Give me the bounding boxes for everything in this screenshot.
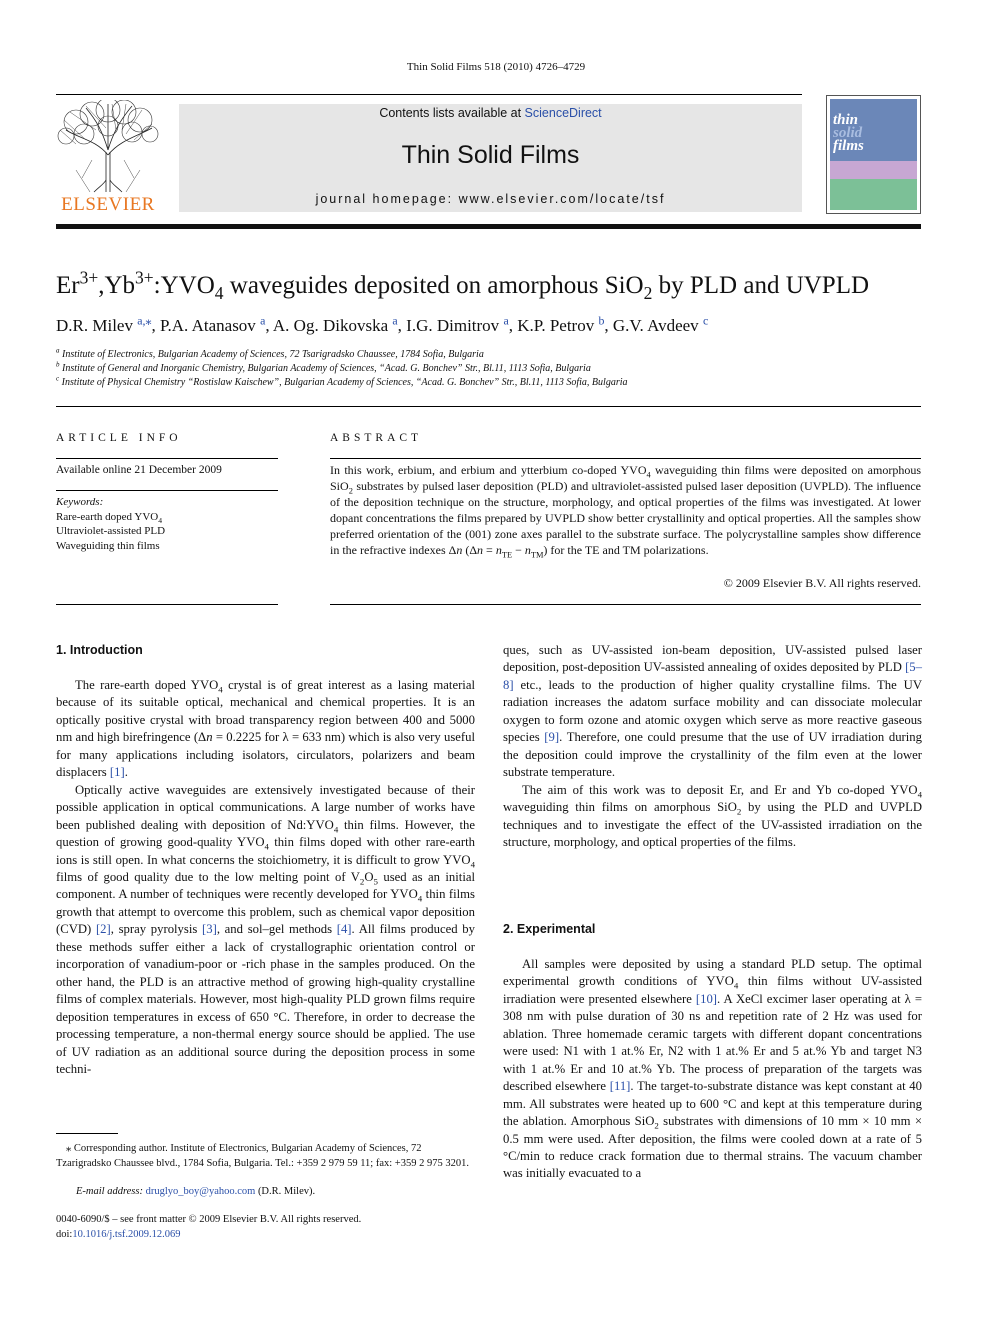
journal-cover [826,95,921,214]
journal-homepage[interactable]: journal homepage: www.elsevier.com/locate/tsf [315,192,666,206]
affiliation-mark: c [56,374,60,383]
abstract-part: In this work, erbium, and erbium and ytterbium co-doped YVO [330,463,647,477]
text: 4 [733,980,739,991]
text: . The target-to-substrate distance was kept constant at 40 mm. All substrates were heated up to 600 °C and kept at this temperature during the ablation. Amorphous SiO [503,1079,922,1129]
title-part: by PLD and UVPLD [652,272,870,299]
divider [56,458,278,459]
text: 4 [333,824,339,835]
text: 2 [654,1120,659,1131]
text: waveguiding thin films on amorphous SiO [503,800,737,815]
author-name: G.V. Avdeev [612,316,699,335]
affiliation-text: Institute of Electronics, Bulgarian Academy of Sciences, 72 Tsarigradsko Chaussee, 1784 Sofia, Bulgaria [62,349,484,360]
email-owner: (D.R. Milev). [255,1186,316,1197]
text: The rare-earth doped YVO [75,678,219,692]
paragraph [56,677,475,782]
header-thick-rule [56,224,921,229]
text: , and sol–gel methods [216,922,337,937]
title-part: :YVO [153,272,215,299]
title-part: Er [56,272,80,299]
abstract-heading: ABSTRACT [330,432,423,444]
author-affiliation-mark[interactable]: a [503,313,509,328]
keyword [56,511,163,526]
abstract-part: waveguiding thin films were deposited on amorphous SiO [330,463,922,494]
text: The aim of this work was to deposit Er, and Er and Yb co-doped YVO [522,782,918,797]
article-info-heading: ARTICLE INFO [56,432,182,444]
abstract-part: = [483,543,496,558]
citation-link[interactable]: [4] [336,922,352,937]
citation-link[interactable]: [2] [95,922,111,937]
author-name: K.P. Petrov [517,316,595,335]
email-note [56,1186,475,1197]
author-name: I.G. Dimitrov [406,316,500,335]
email-label: E-mail address: [76,1186,146,1197]
affiliation [56,346,484,360]
text: substrates with dimensions of 10 mm × 10 mm × 0.5 mm were used. After deposition, the films were cooled down at a rate of 5 °C/min to reduce crack formation due to thermal strains. The vacuum chamber was initially evacuated to a [503,1114,922,1181]
abstract-part: (Δ [462,543,478,558]
title-part: 3+ [135,267,154,288]
affiliation-mark: b [56,360,60,369]
cover-title-line: films [833,138,864,154]
affiliation-text: Institute of Physical Chemistry “Rostislaw Kaischew”, Bulgarian Academy of Sciences, “Acad. G. Bonchev” Str., Bl.11, 1113 Sofia, Bulgaria [61,377,628,388]
author-affiliation-mark[interactable]: b [598,313,605,328]
section-heading-experimental: 2. Experimental [503,922,596,936]
cover-title [833,114,864,153]
text: 4 [218,684,223,695]
elsevier-logo [56,100,160,215]
text: . [124,765,128,780]
citation-link[interactable]: [1] [109,765,125,780]
text: films of good quality due to the low melting point of V [56,869,360,884]
available-online: Available online 21 December 2009 [56,464,222,476]
author-affiliation-mark[interactable]: c [702,313,709,328]
divider [330,604,921,605]
cover-lilac-band [830,161,917,179]
paragraph [503,956,922,1183]
text: thin films. However, the question of growing good-quality YVO [56,817,476,850]
cover-green-band [830,179,917,210]
affiliation-text: Institute of General and Inorganic Chemistry, Bulgarian Academy of Sciences, “Acad. G. Bonchev” Str., Bl.11, 1113 Sofia, Bulgaria [62,363,591,374]
right-column-bottom [503,956,922,1183]
text: = 0.2225 for λ = 633 nm) which is also very useful for many applications including isolators, circulators, polarizers and beam displacers [56,730,475,780]
title-part: 3+ [79,267,99,288]
cover-title-line: thin [833,112,859,128]
text: by using the PLD and UVPLD techniques and to investigate the effect of the UV-assisted irradiation on the structure, morphology, and optical properties of the films. [503,800,923,849]
text: 4 [917,789,922,800]
author-name: D.R. Milev [56,316,133,335]
affiliation [56,360,591,374]
text: . A XeCl excimer laser operating at λ = 308 nm with pulse duration of 30 ns and repetition rate of 2 Hz was used for ablation. Three homemade ceramic targets with different dopant concentrations were used: N1 with 1 at.% Er, N2 with 1 at.% Er and 5 at.% Yb and target N3 with 1 at.% Er and 10 at.% Yb. The process of preparation of the targets was described elsewhere [503,991,922,1094]
text: used as an initial component. A number of techniques were recently developed for YVO [56,869,475,902]
text: All samples were deposited by using a standard PLD setup. The optimal experimental growth conditions of YVO [503,957,922,989]
cover-title-line: solid [833,125,863,141]
abstract-part: − [512,543,525,558]
keyword: Ultraviolet-assisted PLD [56,525,166,537]
text: thin films doped with other rare-earth ions is still open. In what concerns the stoichiometry, it is difficult to grow YVO [56,835,475,867]
abstract-part: ) for the TE and TM polarizations. [543,543,709,558]
divider [56,490,278,491]
abstract-copyright: © 2009 Elsevier B.V. All rights reserved. [723,576,921,590]
contents-line [179,106,802,120]
citation-link[interactable]: [5–8] [503,660,922,692]
author-name: A. Og. Dikovska [272,316,389,335]
text: 4 [417,893,423,904]
author-affiliation-mark[interactable]: a,⁎ [137,313,152,328]
paragraph [56,782,475,1079]
text: thin films without UV-assisted irradiation were presented elsewhere [503,974,922,1006]
header-rule [56,94,802,95]
abstract-part: 4 [646,470,651,480]
author-affiliation-mark[interactable]: a [260,313,266,328]
issn-line: 0040-6090/$ – see front matter © 2009 Elsevier B.V. All rights reserved. [56,1214,362,1225]
citation-link[interactable]: [11] [609,1079,631,1094]
abstract-part: n [495,543,502,558]
journal-citation: Thin Solid Films 518 (2010) 4726–4729 [406,61,586,73]
text: 5 [373,876,378,887]
citation-link[interactable]: [3] [202,922,217,937]
elsevier-tree-icon [56,100,160,194]
text: Optically active waveguides are extensively investigated because of their possible application in optical communications. A large number of works have been published dealing with deposition of Nd:YVO [56,782,475,832]
corresponding-author-note: ⁎ Corresponding author. Institute of Electronics, Bulgarian Academy of Sciences, 72 Tzarigradsko Chaussee blvd., 1784 Sofia, Bulgaria. Tel.: +359 2 979 59 11; fax: +359 2 975 3201. [56,1143,469,1169]
text: O [364,869,374,884]
citation-link[interactable]: [10] [695,991,718,1006]
text: ques, such as UV-assisted ion-beam deposition, UV-assisted pulsed laser deposition, post-deposition UV-assisted annealing of oxides deposited by PLD [503,643,922,675]
abstract-part: substrates by pulsed laser deposition (PLD) and ultraviolet-assisted pulsed laser deposition (UVPLD). The influence of the deposition technique on the structure, morphology, and optical properties of the films was investigated. At lower dopant concentrations the films prepared by UVPLD show better crystallinity and optical properties. All the samples show preferred orientation of the (001) zone axes parallel to the substrate surface. The polycrystalline samples show difference in the refractive indexes Δ [330,479,921,558]
doi-link[interactable]: 10.1016/j.tsf.2009.12.069 [72,1229,181,1240]
article-title [56,267,870,303]
paragraph [503,782,922,852]
affiliation-rule [56,406,921,407]
text: 4 [470,859,475,870]
abstract-part: 2 [348,486,353,496]
title-part: 4 [214,283,224,303]
right-column-top [503,642,922,851]
author-list: D.R. Milev $^{a,⁎}$, P.A. Atanasov $^a$, A. Og. Dikovska $^a$, I.G. Dimitrov $^a$, K.P. Petrov $^b$, G.V. Avdeev $^c$ [56,313,709,335]
divider [56,604,278,605]
section-heading-introduction: 1. Introduction [56,643,143,657]
citation-link[interactable]: [9] [544,730,560,745]
author-affiliation-mark[interactable]: a [392,313,398,328]
doi-line [56,1229,181,1240]
author-name: P.A. Atanasov [159,316,256,335]
keyword-text: Rare-earth doped YVO [56,511,159,523]
abstract-part: n [456,543,463,558]
title-part: 2 [643,283,653,303]
doi-label: doi: [56,1229,73,1240]
text: 2 [736,806,742,817]
publisher-name: ELSEVIER [61,194,155,215]
text: crystal is of great interest as a lasing material because of its suitable optical, mechanical and chemical properties. It is an optically positive crystal with broad transparency region between 400 and 5000 nm and high birefringence (Δ [56,678,475,745]
text: , spray pyrolysis [110,922,203,937]
abstract-part: n [477,543,484,558]
footnote-rule [56,1133,118,1134]
email-link[interactable]: druglyo_boy@yahoo.com [145,1186,256,1197]
text: 2 [359,876,365,887]
sciencedirect-link[interactable]: ScienceDirect [524,106,602,120]
abstract-part: n [524,543,531,558]
abstract-text [330,462,921,559]
text: . All films produced by these methods suffer either a lack of crystallographic orientation control or incorporation of vanadium-poor or -rich phase in the samples produced. On the other hand, the PLD is an attractive method of growing high-quality crystalline films of complex materials. However, most high-quality PLD grown films require deposition temperatures in excess of 650 °C. Therefore, in order to decrease the processing temperature, a non-thermal energy source should be applied. The use of UV radiation as an additional source during the deposition process in some techni- [56,922,475,1076]
affiliation-mark: a [56,346,60,355]
paragraph [503,642,922,782]
title-part: ,Yb [98,272,136,299]
text: thin films growth that attempt to overcome this problem, such as chemical vapor deposition (CVD) [56,887,475,937]
keyword-sub: 4 [158,516,163,526]
keyword: Waveguiding thin films [56,540,160,552]
title-part: waveguides deposited on amorphous SiO [223,272,644,299]
text: . Therefore, one could presume that the use of UV irradiation during the deposition could improve the crystallinity of the film even at the lower substrate temperature. [503,730,922,780]
abstract-part: TE [501,550,513,560]
keywords-label: Keywords: [56,496,104,508]
left-column [56,677,475,1078]
text: n [206,730,213,745]
text: etc., leads to the production of higher quality crystalline films. The UV radiation increases the adatom surface mobility and can dissociate molecular oxygen to form ozone and atomic oxygen which serve as more reactive gaseous species [503,677,922,745]
abstract-part: TM [530,550,544,560]
divider [330,458,921,459]
contents-prefix: Contents lists available at [379,106,525,120]
journal-title: Thin Solid Films [401,141,580,169]
text: 4 [264,841,269,852]
affiliation [56,374,628,388]
